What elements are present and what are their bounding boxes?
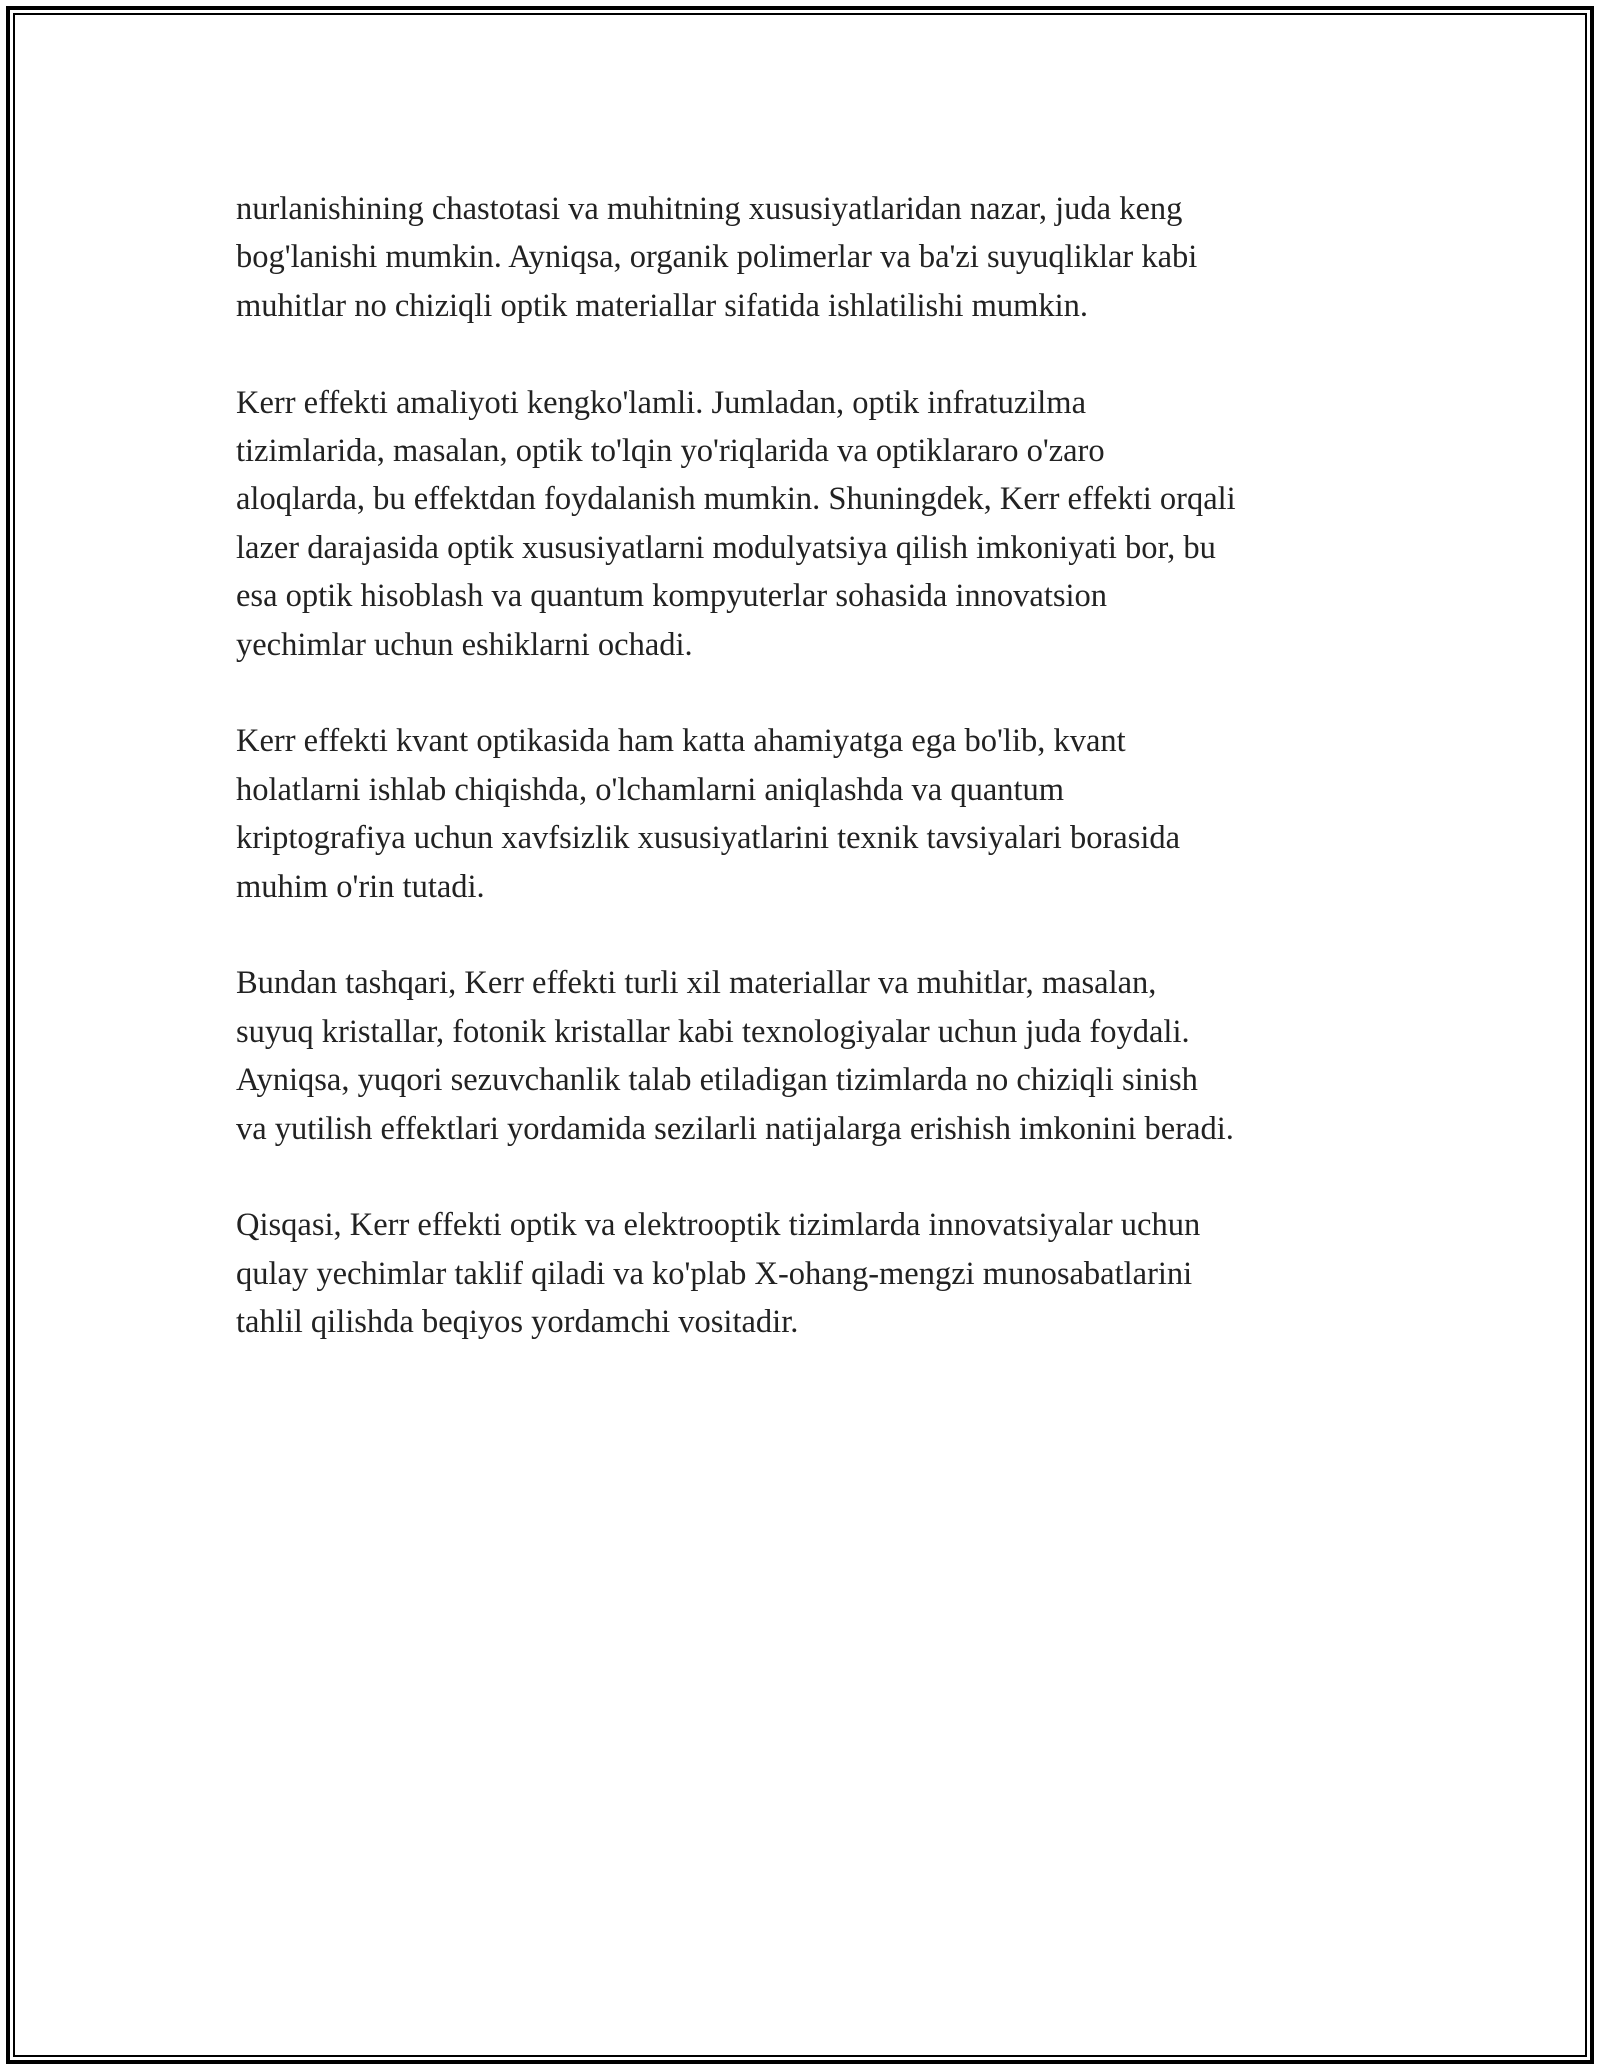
text-line: Ayniqsa, yuqori sezuvchanlik talab etiladigan tizimlarda no chiziqli sinish [236, 1062, 1198, 1099]
paragraph-2 [236, 379, 1386, 669]
text-line: holatlarni ishlab chiqishda, o'lchamlarni aniqlashda va quantum [236, 771, 1065, 808]
paragraph-5 [236, 1201, 1386, 1346]
text-line: tizimlarida, masalan, optik to'lqin yo'riqlarida va optiklararo o'zaro [236, 433, 1105, 470]
document-body [236, 185, 1386, 1395]
text-line: bog'lanishi mumkin. Ayniqsa, organik polimerlar va ba'zi suyuqliklar kabi [236, 239, 1198, 276]
text-line: Kerr effekti kvant optikasida ham katta ahamiyatga ega bo'lib, kvant [236, 723, 1126, 760]
paragraph-3 [236, 717, 1386, 911]
text-line: aloqlarda, bu effektdan foydalanish mumkin. Shuningdek, Kerr effekti orqali [236, 481, 1236, 518]
text-line: suyuq kristallar, fotonik kristallar kabi texnologiyalar uchun juda foydali. [236, 1013, 1190, 1050]
text-line: va yutilish effektlari yordamida sezilarli natijalarga erishish imkonini beradi. [236, 1110, 1234, 1147]
text-line: nurlanishining chastotasi va muhitning xususiyatlaridan nazar, juda keng [236, 191, 1183, 227]
text-line: Bundan tashqari, Kerr effekti turli xil materiallar va muhitlar, masalan, [236, 965, 1157, 1002]
text-line: yechimlar uchun eshiklarni ochadi. [236, 626, 693, 663]
text-line: esa optik hisoblash va quantum kompyuterlar sohasida innovatsion [236, 578, 1108, 615]
paragraph-1 [236, 185, 1386, 330]
paragraph-4 [236, 959, 1386, 1153]
text-line: qulay yechimlar taklif qiladi va ko'plab X-ohang-mengzi munosabatlarini [236, 1255, 1193, 1292]
text-line: muhim o'rin tutadi. [236, 868, 485, 905]
text-line: lazer darajasida optik xususiyatlarni modulyatsiya qilish imkoniyati bor, bu [236, 529, 1216, 566]
text-line: muhitlar no chiziqli optik materiallar sifatida ishlatilishi mumkin. [236, 287, 1089, 324]
text-line: tahlil qilishda beqiyos yordamchi vositadir. [236, 1304, 799, 1341]
text-line: Qisqasi, Kerr effekti optik va elektrooptik tizimlarda innovatsiyalar uchun [236, 1207, 1201, 1244]
text-line: Kerr effekti amaliyoti kengko'lamli. Jumladan, optik infratuzilma [236, 384, 1087, 421]
text-line: kriptografiya uchun xavfsizlik xususiyatlarini texnik tavsiyalari borasida [236, 820, 1181, 857]
